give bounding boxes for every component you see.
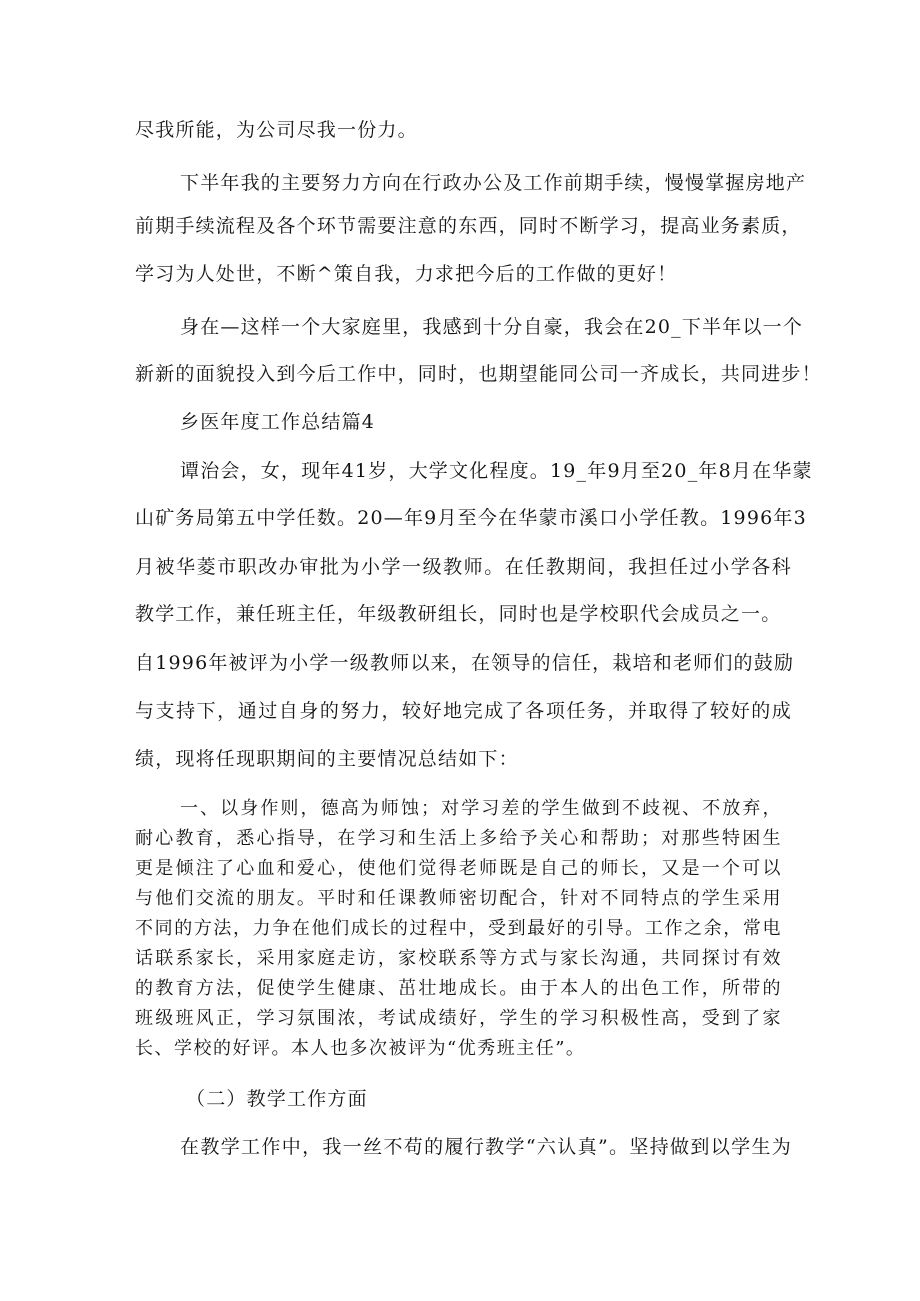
section1-line-7: 的教育方法，促使学生健康、茁壮地成长。由于本人的出色工作，所带的 — [135, 978, 782, 999]
plan-line-1: 下半年我的主要努力方向在行政办公及工作前期手续，慢慢掌握房地产 — [180, 172, 807, 194]
section1-line-6: 话联系家长，采用家庭走访，家校联系等方式与家长沟通，共同探讨有效 — [135, 948, 782, 969]
bio-line-4: 教学工作，兼任班主任，年级教研组长，同时也是学校职代会成员之一。 — [135, 603, 782, 625]
bio-line-1: 谭治会，女，现年41岁，大学文化程度。19_年9月至20_年8月在华蒙 — [180, 460, 813, 482]
bio-line-2: 山矿务局第五中学任数。20—年9月至今在华蒙市溪口小学任教。1996年3 — [135, 507, 807, 529]
section2-heading: （二）教学工作方面 — [186, 1088, 368, 1110]
section1-line-2: 耐心教育，悉心指导，在学习和生活上多给予关心和帮助；对那些特困生 — [135, 828, 782, 849]
section1-line-9: 长、学校的好评。本人也多次被评为“优秀班主任”。 — [135, 1038, 586, 1059]
section1-line-1: 一、以身作则，德高为师蚀；对学习差的学生做到不歧视、不放弃， — [180, 798, 782, 819]
section1-line-4: 与他们交流的朋友。平时和任课教师密切配合，针对不同特点的学生采用 — [135, 888, 782, 909]
section-heading: 乡医年度工作总结篇4 — [180, 411, 376, 433]
intro-line-1: 尽我所能，为公司尽我一份力。 — [135, 119, 418, 141]
section1-line-8: 班级班风正，学习氛围浓，考试成绩好，学生的学习积极性高，受到了家 — [135, 1008, 782, 1029]
bio-line-3: 月被华菱市职改办审批为小学一级教师。在任教期间，我担任过小学各科 — [135, 556, 792, 578]
bio-line-5: 自1996年被评为小学一级教师以来，在领导的信任，栽培和老师们的鼓励 — [135, 652, 795, 674]
bio-line-6: 与支持下，通过自身的努力，较好地完成了各项任务，并取得了较好的成 — [135, 700, 792, 722]
plan-line-2: 前期手续流程及各个环节需要注意的东西，同时不断学习，提高业务素质， — [135, 215, 802, 237]
bio-line-7: 绩，现将任现职期间的主要情况总结如下： — [135, 748, 519, 770]
section1-line-5: 不同的方法，力争在他们成长的过程中，受到最好的引导。工作之余，常电 — [135, 918, 782, 939]
closing-line-1: 身在—这样一个大家庭里，我感到十分自豪，我会在20_下半年以一个 — [180, 316, 804, 338]
section1-line-3: 更是倾注了心血和爱心，使他们觉得老师既是自己的师长，又是一个可以 — [135, 858, 782, 879]
closing-line-2: 新新的面貌投入到今后工作中，同时，也期望能同公司一齐成长，共同进步！ — [135, 363, 822, 385]
section2-line-1: 在教学工作中，我一丝不苟的履行教学“六认真”。坚持做到以学生为 — [180, 1136, 792, 1158]
plan-line-3: 学习为人处世，不断^策自我，力求把今后的工作做的更好！ — [135, 263, 678, 285]
